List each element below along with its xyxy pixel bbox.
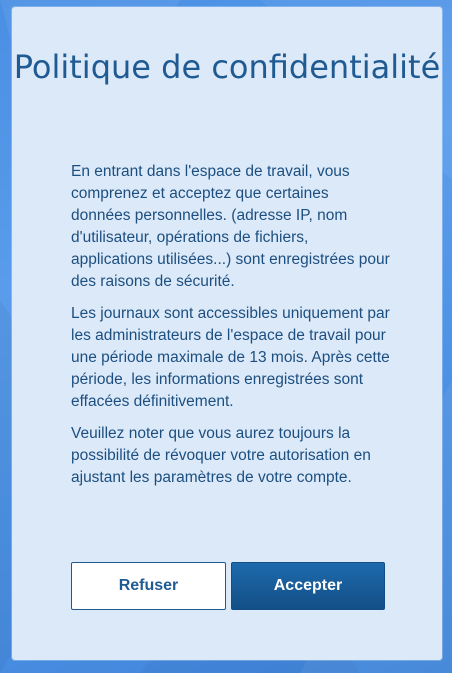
paragraph-data-collection: En entrant dans l'espace de travail, vous comprenez et acceptez que certaines données personnelles. (adresse IP, nom d'utilisateur, opérations de fichiers, applications utilisées...) sont enregistrées pour des raisons de sécurité.	[71, 163, 390, 290]
paragraph-log-access: Les journaux sont accessibles uniquement par les administrateurs de l'espace de travail pour une période maximale de 13 mois. Après cette période, les informations enregistrées sont effacées définitivement.	[71, 305, 390, 410]
privacy-dialog	[12, 7, 442, 660]
dialog-title-text: Politique de confidentialité	[13, 48, 441, 86]
paragraph-revoke: Veuillez noter que vous aurez toujours la possibilité de révoquer votre autorisation en ajustant les paramètres de votre compte.	[71, 425, 371, 486]
accept-button[interactable]: Accepter	[231, 562, 385, 610]
dialog-body	[71, 161, 391, 499]
dialog-title	[12, 47, 442, 87]
refuse-button[interactable]: Refuser	[71, 562, 226, 610]
